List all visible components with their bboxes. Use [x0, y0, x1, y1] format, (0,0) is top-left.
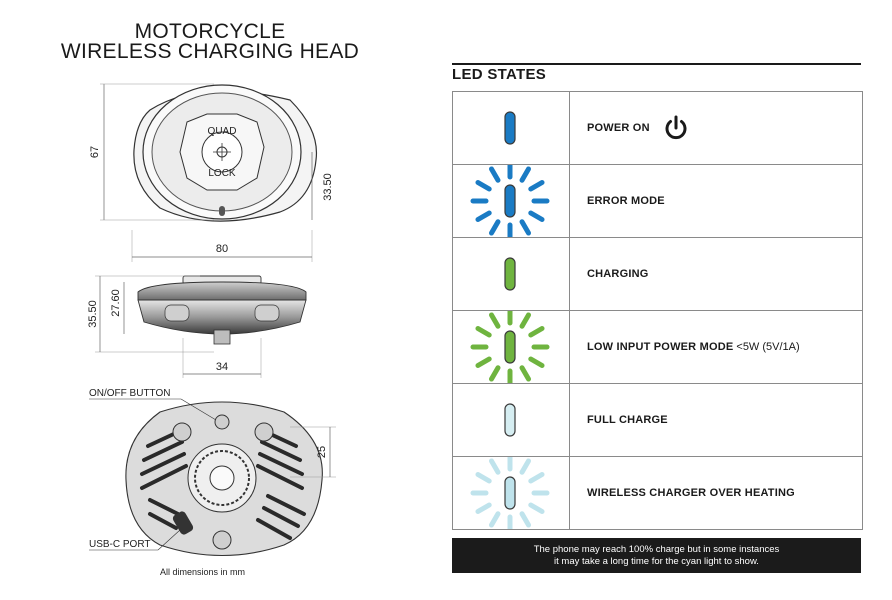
led-glow-ray	[522, 169, 529, 180]
led-icon-cell	[453, 238, 570, 310]
led-light	[505, 331, 515, 363]
footer-line-1: The phone may reach 100% charge but in some instances	[533, 543, 780, 555]
led-glow-ray	[492, 461, 499, 472]
led-icon-cell	[453, 92, 570, 164]
brand-top: QUAD	[207, 126, 237, 137]
led-text-cell	[570, 165, 862, 237]
led-light	[505, 477, 515, 509]
power-icon	[662, 114, 690, 142]
footer-line-2: it may take a long time for the cyan light to show.	[554, 555, 759, 567]
led-light	[505, 404, 515, 436]
dim-height-top: 67	[89, 145, 101, 159]
led-state-label: ERROR MODE	[587, 195, 665, 207]
led-row	[453, 92, 862, 165]
led-state-label: WIRELESS CHARGER OVER HEATING	[587, 487, 795, 499]
dim-radius-top: 33.50	[322, 173, 334, 201]
led-glow-ray	[478, 505, 489, 512]
led-text-cell	[570, 457, 862, 529]
led-glow-ray	[522, 222, 529, 233]
led-row	[453, 238, 862, 311]
dim-height-side-outer: 35.50	[87, 300, 99, 328]
top-view	[89, 84, 334, 262]
led-glow-ray	[492, 222, 499, 233]
led-glow-ray	[492, 169, 499, 180]
led-glow-ray	[492, 368, 499, 379]
side-view-stem	[214, 330, 230, 344]
led-row	[453, 165, 862, 238]
led-row	[453, 457, 862, 530]
brand-bottom: LOCK	[208, 168, 236, 179]
led-icon-cell	[453, 165, 570, 237]
led-state-label: CHARGING	[587, 268, 649, 280]
technical-drawings	[0, 0, 440, 600]
on-off-button[interactable]	[215, 415, 229, 429]
led-icon-cell	[453, 457, 570, 529]
led-indicator-icon	[453, 311, 569, 383]
led-light	[505, 258, 515, 290]
led-glow-ray	[531, 329, 542, 336]
led-state-label: FULL CHARGE	[587, 414, 668, 426]
screw-top-right	[255, 423, 273, 441]
dimensions-note: All dimensions in mm	[160, 567, 246, 577]
side-view-body	[138, 300, 306, 334]
led-glow-ray	[531, 505, 542, 512]
led-indicator-icon	[453, 165, 569, 237]
led-icon-cell	[453, 311, 570, 383]
led-light	[505, 112, 515, 144]
led-row	[453, 311, 862, 384]
led-glow-ray	[522, 315, 529, 326]
led-section-rule	[452, 63, 861, 65]
on-off-callout: ON/OFF BUTTON	[89, 388, 171, 399]
status-led	[219, 206, 225, 216]
led-text-cell	[570, 384, 862, 456]
led-text-cell	[570, 311, 862, 383]
led-text-cell	[570, 238, 862, 310]
led-glow-ray	[531, 475, 542, 482]
led-section-title: LED STATES	[452, 66, 547, 83]
led-glow-ray	[478, 359, 489, 366]
footer-note	[452, 538, 861, 573]
led-glow-ray	[522, 514, 529, 525]
led-glow-ray	[478, 213, 489, 220]
led-glow-ray	[522, 368, 529, 379]
led-indicator-icon	[453, 238, 569, 310]
bottom-view	[89, 388, 336, 556]
led-text-cell	[570, 92, 862, 164]
led-state-label: POWER ON	[587, 122, 650, 134]
led-light	[505, 185, 515, 217]
led-indicator-icon	[453, 92, 569, 164]
led-states-table	[452, 91, 863, 530]
side-view-top	[138, 282, 306, 300]
dim-stem-width: 34	[215, 361, 229, 373]
led-glow-ray	[492, 315, 499, 326]
led-glow-ray	[478, 475, 489, 482]
led-state-label: LOW INPUT POWER MODE	[587, 341, 734, 353]
dim-height-side-inner: 27.60	[110, 289, 122, 317]
led-glow-ray	[531, 359, 542, 366]
screw-bottom	[213, 531, 231, 549]
led-glow-ray	[531, 183, 542, 190]
led-row	[453, 384, 862, 457]
led-indicator-icon	[453, 457, 569, 529]
dim-bottom: 25	[316, 445, 328, 459]
screw-top-left	[173, 423, 191, 441]
led-glow-ray	[531, 213, 542, 220]
dim-width-top: 80	[215, 243, 229, 255]
led-glow-ray	[478, 329, 489, 336]
led-glow-ray	[478, 183, 489, 190]
led-glow-ray	[522, 461, 529, 472]
usb-callout: USB-C PORT	[89, 539, 151, 550]
led-indicator-icon	[453, 384, 569, 456]
side-view	[87, 276, 306, 378]
led-state-extra: <5W (5V/1A)	[736, 341, 800, 353]
title-line-2: WIRELESS CHARGING HEAD	[60, 40, 360, 63]
led-glow-ray	[492, 514, 499, 525]
title-line-1: MOTORCYCLE	[134, 20, 286, 43]
led-icon-cell	[453, 384, 570, 456]
